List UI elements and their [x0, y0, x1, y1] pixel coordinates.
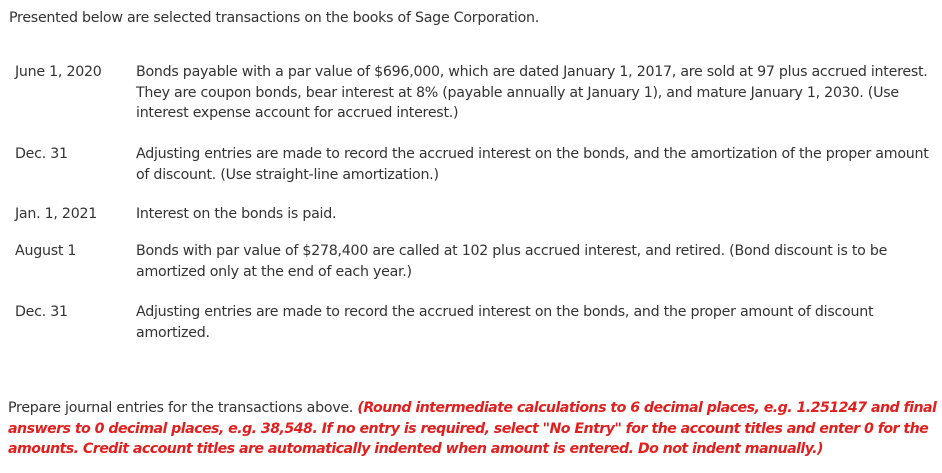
transaction-description: Interest on the bonds is paid. — [136, 206, 337, 222]
transaction-date: Dec. 31 — [15, 146, 68, 162]
transaction-description: Bonds with par value of $278,400 are called at 102 plus accrued interest, and retired. (Bond discount is to be amortized only at the end of each year.) — [136, 243, 888, 280]
transaction-description: Adjusting entries are made to record the accrued interest on the bonds, and the proper amount of discount amortized. — [136, 304, 874, 341]
intro-text: Presented below are selected transactions on the books of Sage Corporation. — [9, 10, 539, 26]
transaction-description: Adjusting entries are made to record the accrued interest on the bonds, and the amortization of the proper amount of discount. (Use straight-line amortization.) — [136, 146, 929, 183]
transaction-date: Dec. 31 — [15, 304, 68, 320]
rounding-instructions: (Round intermediate calculations to 6 decimal places, e.g. 1.251247 and final answers to 0 decimal places, e.g. 38,548. If no entry is required, select "No Entry" for the account titles and enter 0 for the amounts. Credit account titles are automatically indented when amount is entered. Do not indent manually.) — [8, 400, 937, 457]
transaction-date: June 1, 2020 — [15, 64, 102, 80]
question-prompt — [8, 398, 940, 460]
transaction-date: August 1 — [15, 243, 77, 259]
transaction-date: Jan. 1, 2021 — [15, 206, 98, 222]
prompt-text: Prepare journal entries for the transactions above. — [8, 400, 358, 416]
transaction-description: Bonds payable with a par value of $696,000, which are dated January 1, 2017, are sold at 97 plus accrued interest. They are coupon bonds, bear interest at 8% (payable annually at January 1), and mature January 1, 2030. (Use interest expense account for accrued interest.) — [136, 64, 928, 121]
